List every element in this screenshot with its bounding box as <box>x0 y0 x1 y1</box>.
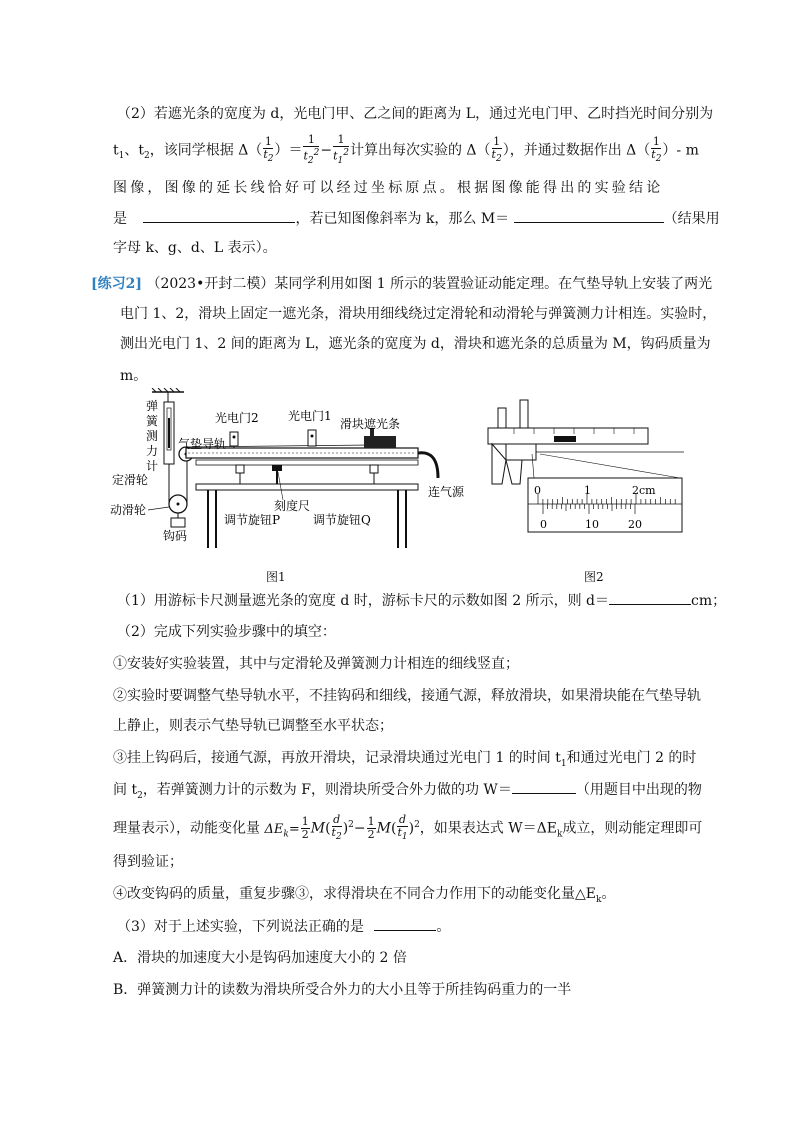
step-2-line2: 上静止，则表示气垫导轨已调整至水平状态； <box>113 718 393 734</box>
figure-2-caption: 图2 <box>584 570 604 584</box>
spring-scale-label-3: 测 <box>146 429 159 443</box>
option-a[interactable]: A．滑块的加速度大小是钩码加速度大小的 2 倍 <box>113 950 407 966</box>
slider-block-icon <box>364 436 396 448</box>
photogate-2-icon <box>230 432 238 446</box>
answer-blank-conclusion[interactable] <box>143 208 295 223</box>
ruler-label: 刻度尺 <box>274 499 311 513</box>
prev-q2-line5: 字母 k、g、d、L 表示）。 <box>113 240 277 256</box>
practice2-line4: m。 <box>120 368 148 384</box>
spring-scale-label-1: 弹 <box>146 399 159 413</box>
practice2-line3: 测出光电门 1、2 间的距离为 L，遮光条的宽度为 d，滑块和遮光条的总质量为 M，钩码质量为 <box>120 336 711 352</box>
knob-q-icon <box>370 465 378 473</box>
step-3-line1: ③挂上钩码后，接通气源，再放开滑块，记录滑块通过光电门 1 的时间 $t_1$和通过光电门 2 的时 <box>113 750 697 769</box>
vernier-0: 0 <box>540 518 547 531</box>
answer-blank-W[interactable] <box>512 779 576 794</box>
question-2: （2）完成下列实验步骤中的填空： <box>117 624 336 640</box>
answer-blank-M[interactable] <box>514 208 664 223</box>
spring-scale-label-5: 计 <box>146 459 159 473</box>
main-scale-2cm: 2cm <box>632 484 656 497</box>
step-3-line4: 得到验证； <box>113 854 183 870</box>
spring-scale-label-4: 力 <box>146 444 159 458</box>
weight-label: 钩码 <box>163 529 188 543</box>
fixed-pulley-label: 定滑轮 <box>112 473 149 487</box>
frac-1-t2sq: $\frac{1}{t_2^2}$ <box>303 133 320 166</box>
prev-q2-line4: 是 ，若已知图像斜率为 k，那么 M＝ （结果用 <box>113 208 720 229</box>
step-3-line3: 理量表示），动能变化量 $\Delta E_k=$ $\frac{1}{2}$ M( $\frac{d}{t_2}$ )$^2$− $\frac{1}{2}$ M( $\frac{d}{t_1}$ )$^2$，如果表达式 $W=\Delta E_k$成立，则动能定理即可 <box>113 813 703 843</box>
question-3: （3）对于上述实验，下列说法正确的是 。 <box>117 916 450 937</box>
answer-blank-d[interactable] <box>609 590 691 605</box>
vernier-20: 20 <box>628 518 642 531</box>
slider-label: 滑块遮光条 <box>340 417 401 431</box>
prev-q2-line1: （2）若遮光条的宽度为 d，光电门甲、乙之间的距离为 L，通过光电门甲、乙时挡光时间分别为 <box>117 106 714 122</box>
figure-1-caption: 图1 <box>266 570 286 584</box>
practice2-line1: [练习2] （2023•开封二模）某同学利用如图 1 所示的装置验证动能定理。在气垫导轨上安装了两光 <box>91 276 713 292</box>
main-scale-1: 1 <box>584 484 591 497</box>
spring-scale-label-2: 簧 <box>146 414 159 428</box>
moving-pulley-label: 动滑轮 <box>110 503 147 517</box>
step-1: ①安装好实验装置，其中与定滑轮及弹簧测力计相连的细线竖直； <box>113 656 519 672</box>
frac-1-t2: $\frac{1}{t_2}$ <box>263 134 274 165</box>
answer-blank-q3[interactable] <box>374 916 436 931</box>
knob-p-label: 调节旋钮P <box>224 513 281 527</box>
question-1: （1）用游标卡尺测量遮光条的宽度 d 时，游标卡尺的示数如图 2 所示，则 d＝ cm； <box>117 590 726 611</box>
photogate-2-label: 光电门2 <box>215 411 259 425</box>
vernier-10: 10 <box>585 518 599 531</box>
air-source-label: 连气源 <box>428 485 465 499</box>
prev-q2-line2: $t_1$、$t_2$，该同学根据 Δ（ $\frac{1}{t_2}$ ）＝ $\frac{1}{t_2^2}$ − $\frac{1}{t_1^2}$ 计算出每次实验的 Δ（ $\frac{1}{t_2}$ ），并通过数据作出 Δ（ $\frac{1}{t_2}$ ）- m <box>113 133 699 166</box>
figure-1-apparatus <box>108 388 480 556</box>
frac-1-t1sq: $\frac{1}{t_1^2}$ <box>333 133 349 166</box>
knob-p-icon <box>236 465 244 473</box>
photogate-1-icon <box>308 430 316 446</box>
practice2-line2: 电门 1、2，滑块上固定一遮光条，滑块用细线绕过定滑轮和动滑轮与弹簧测力计相连。实验时， <box>120 306 717 322</box>
vernier-scale-zoom <box>528 478 682 532</box>
photogate-1-label: 光电门1 <box>288 409 332 423</box>
frac-1-t2-c: $\frac{1}{t_2}$ <box>651 134 662 165</box>
practice-tag: [练习2] <box>91 276 142 292</box>
step-4: ④改变钩码的质量，重复步骤③，求得滑块在不同合力作用下的动能变化量$\triangle E_k$。 <box>113 886 616 905</box>
prev-q2-line3: 图像，图像的延长线恰好可以经过坐标原点。根据图像能得出的实验结论 <box>113 180 664 196</box>
air-track-label: 气垫导轨 <box>178 437 227 451</box>
option-b[interactable]: B．弹簧测力计的读数为滑块所受合外力的大小且等于所挂钩码重力的一半 <box>113 982 572 998</box>
frac-1-t2-b: $\frac{1}{t_2}$ <box>491 134 502 165</box>
knob-q-label: 调节旋钮Q <box>313 513 371 527</box>
step-3-line2: 间 $t_2$，若弹簧测力计的示数为 F，则滑块所受合外力做的功 W＝ （用题目中出现的物 <box>113 779 702 806</box>
main-scale-0: 0 <box>534 484 541 497</box>
step-2-line1: ②实验时要调整气垫导轨水平，不挂钩码和细线，接通气源，释放滑块，如果滑块能在气垫导轨 <box>113 688 701 704</box>
figure-2-vernier-caliper <box>484 398 694 544</box>
hook-weight-icon <box>171 518 185 527</box>
